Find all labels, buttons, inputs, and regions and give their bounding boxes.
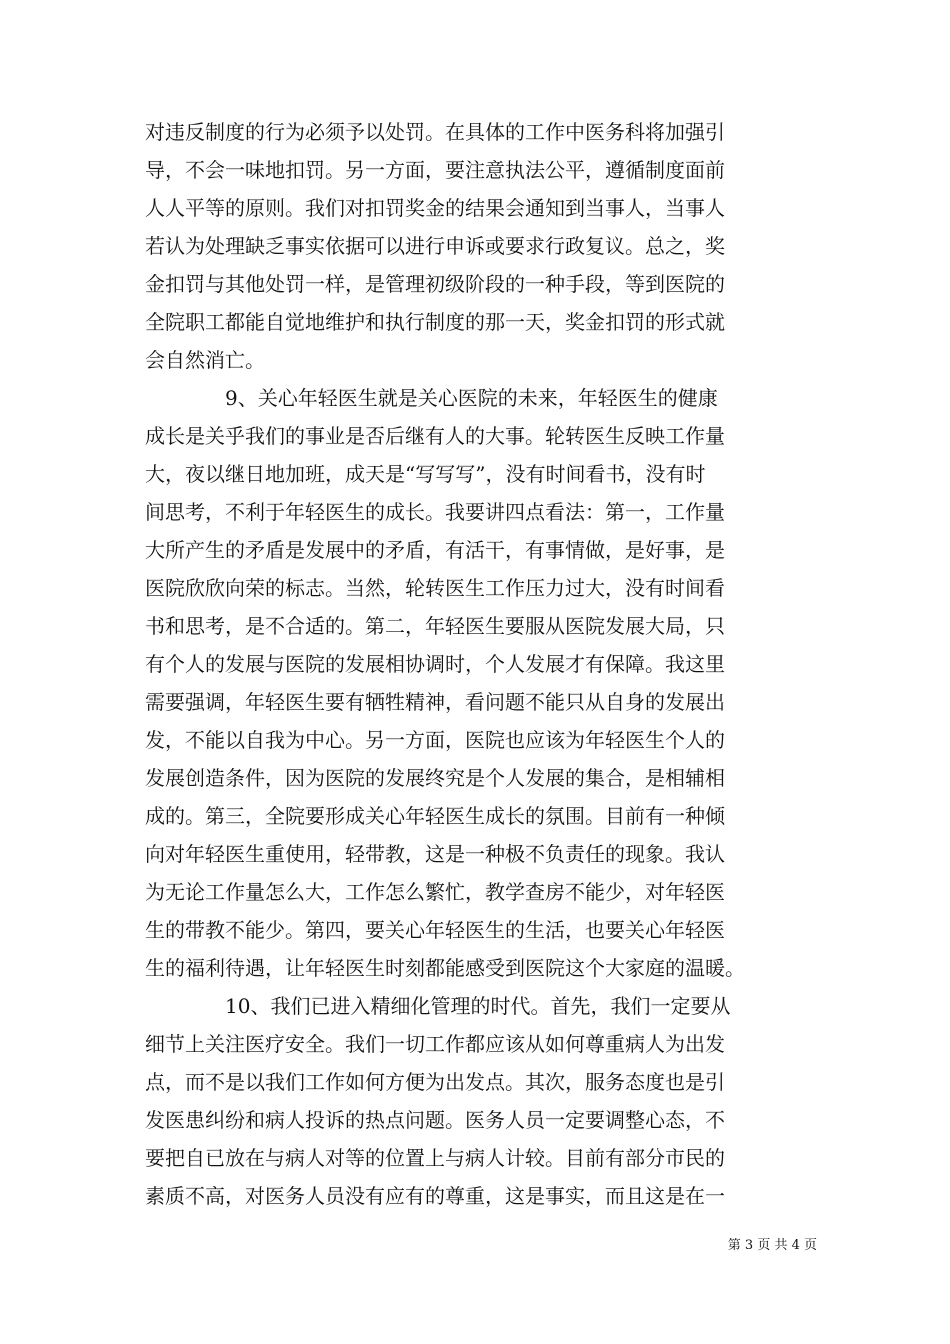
text-line: 发展创造条件，因为医院的发展终究是个人发展的集合，是相辅相 xyxy=(145,766,725,790)
text-line: 若认为处理缺乏事实依据可以进行申诉或要求行政复议。总之，奖 xyxy=(145,234,725,258)
text-line: 成的。第三，全院要形成关心年轻医生成长的氛围。目前有一种倾 xyxy=(145,804,725,828)
text-line: 素质不高，对医务人员没有应有的尊重，这是事实，而且这是在一 xyxy=(145,1184,725,1208)
text-line: 有个人的发展与医院的发展相协调时，个人发展才有保障。我这里 xyxy=(145,652,725,676)
text-line: 要把自已放在与病人对等的位置上与病人计较。目前有部分市民的 xyxy=(145,1146,725,1170)
text-line: 会自然消亡。 xyxy=(145,348,265,372)
text-line: 9、关心年轻医生就是关心医院的未来，年轻医生的健康 xyxy=(145,386,718,410)
text-line: 成长是关乎我们的事业是否后继有人的大事。轮转医生反映工作量 xyxy=(145,424,725,448)
text-line: 生的带教不能少。第四，要关心年轻医生的生活，也要关心年轻医 xyxy=(145,918,725,942)
text-line: 点，而不是以我们工作如何方便为出发点。其次，服务态度也是引 xyxy=(145,1070,725,1094)
text-line: 大，夜以继日地加班，成天是“写写写”，没有时间看书，没有时 xyxy=(145,462,706,486)
text-line: 人人平等的原则。我们对扣罚奖金的结果会通知到当事人，当事人 xyxy=(145,196,725,220)
text-line: 发医患纠纷和病人投诉的热点问题。医务人员一定要调整心态，不 xyxy=(145,1108,725,1132)
text-line: 大所产生的矛盾是发展中的矛盾，有活干，有事情做，是好事，是 xyxy=(145,538,725,562)
text-line: 为无论工作量怎么大，工作怎么繁忙，教学查房不能少，对年轻医 xyxy=(145,880,725,904)
text-line: 全院职工都能自觉地维护和执行制度的那一天，奖金扣罚的形式就 xyxy=(145,310,725,334)
text-line: 医院欣欣向荣的标志。当然，轮转医生工作压力过大，没有时间看 xyxy=(145,576,725,600)
text-line: 对违反制度的行为必须予以处罚。在具体的工作中医务科将加强引 xyxy=(145,120,725,144)
text-line: 间思考，不利于年轻医生的成长。我要讲四点看法：第一，工作量 xyxy=(145,500,725,524)
text-line: 10、我们已进入精细化管理的时代。首先，我们一定要从 xyxy=(145,994,731,1018)
page-number-footer: 第 3 页 共 4 页 xyxy=(727,1238,817,1253)
text-line: 导，不会一味地扣罚。另一方面，要注意执法公平，遵循制度面前 xyxy=(145,158,725,182)
text-line: 金扣罚与其他处罚一样，是管理初级阶段的一种手段，等到医院的 xyxy=(145,272,725,296)
text-line: 生的福利待遇，让年轻医生时刻都能感受到医院这个大家庭的温暖。 xyxy=(145,956,745,980)
text-line: 细节上关注医疗安全。我们一切工作都应该从如何尊重病人为出发 xyxy=(145,1032,725,1056)
text-line: 发，不能以自我为中心。另一方面，医院也应该为年轻医生个人的 xyxy=(145,728,725,752)
text-line: 向对年轻医生重使用，轻带教，这是一种极不负责任的现象。我认 xyxy=(145,842,725,866)
text-line: 需要强调，年轻医生要有牺牲精神，看问题不能只从自身的发展出 xyxy=(145,690,725,714)
text-line: 书和思考，是不合适的。第二，年轻医生要服从医院发展大局，只 xyxy=(145,614,725,638)
